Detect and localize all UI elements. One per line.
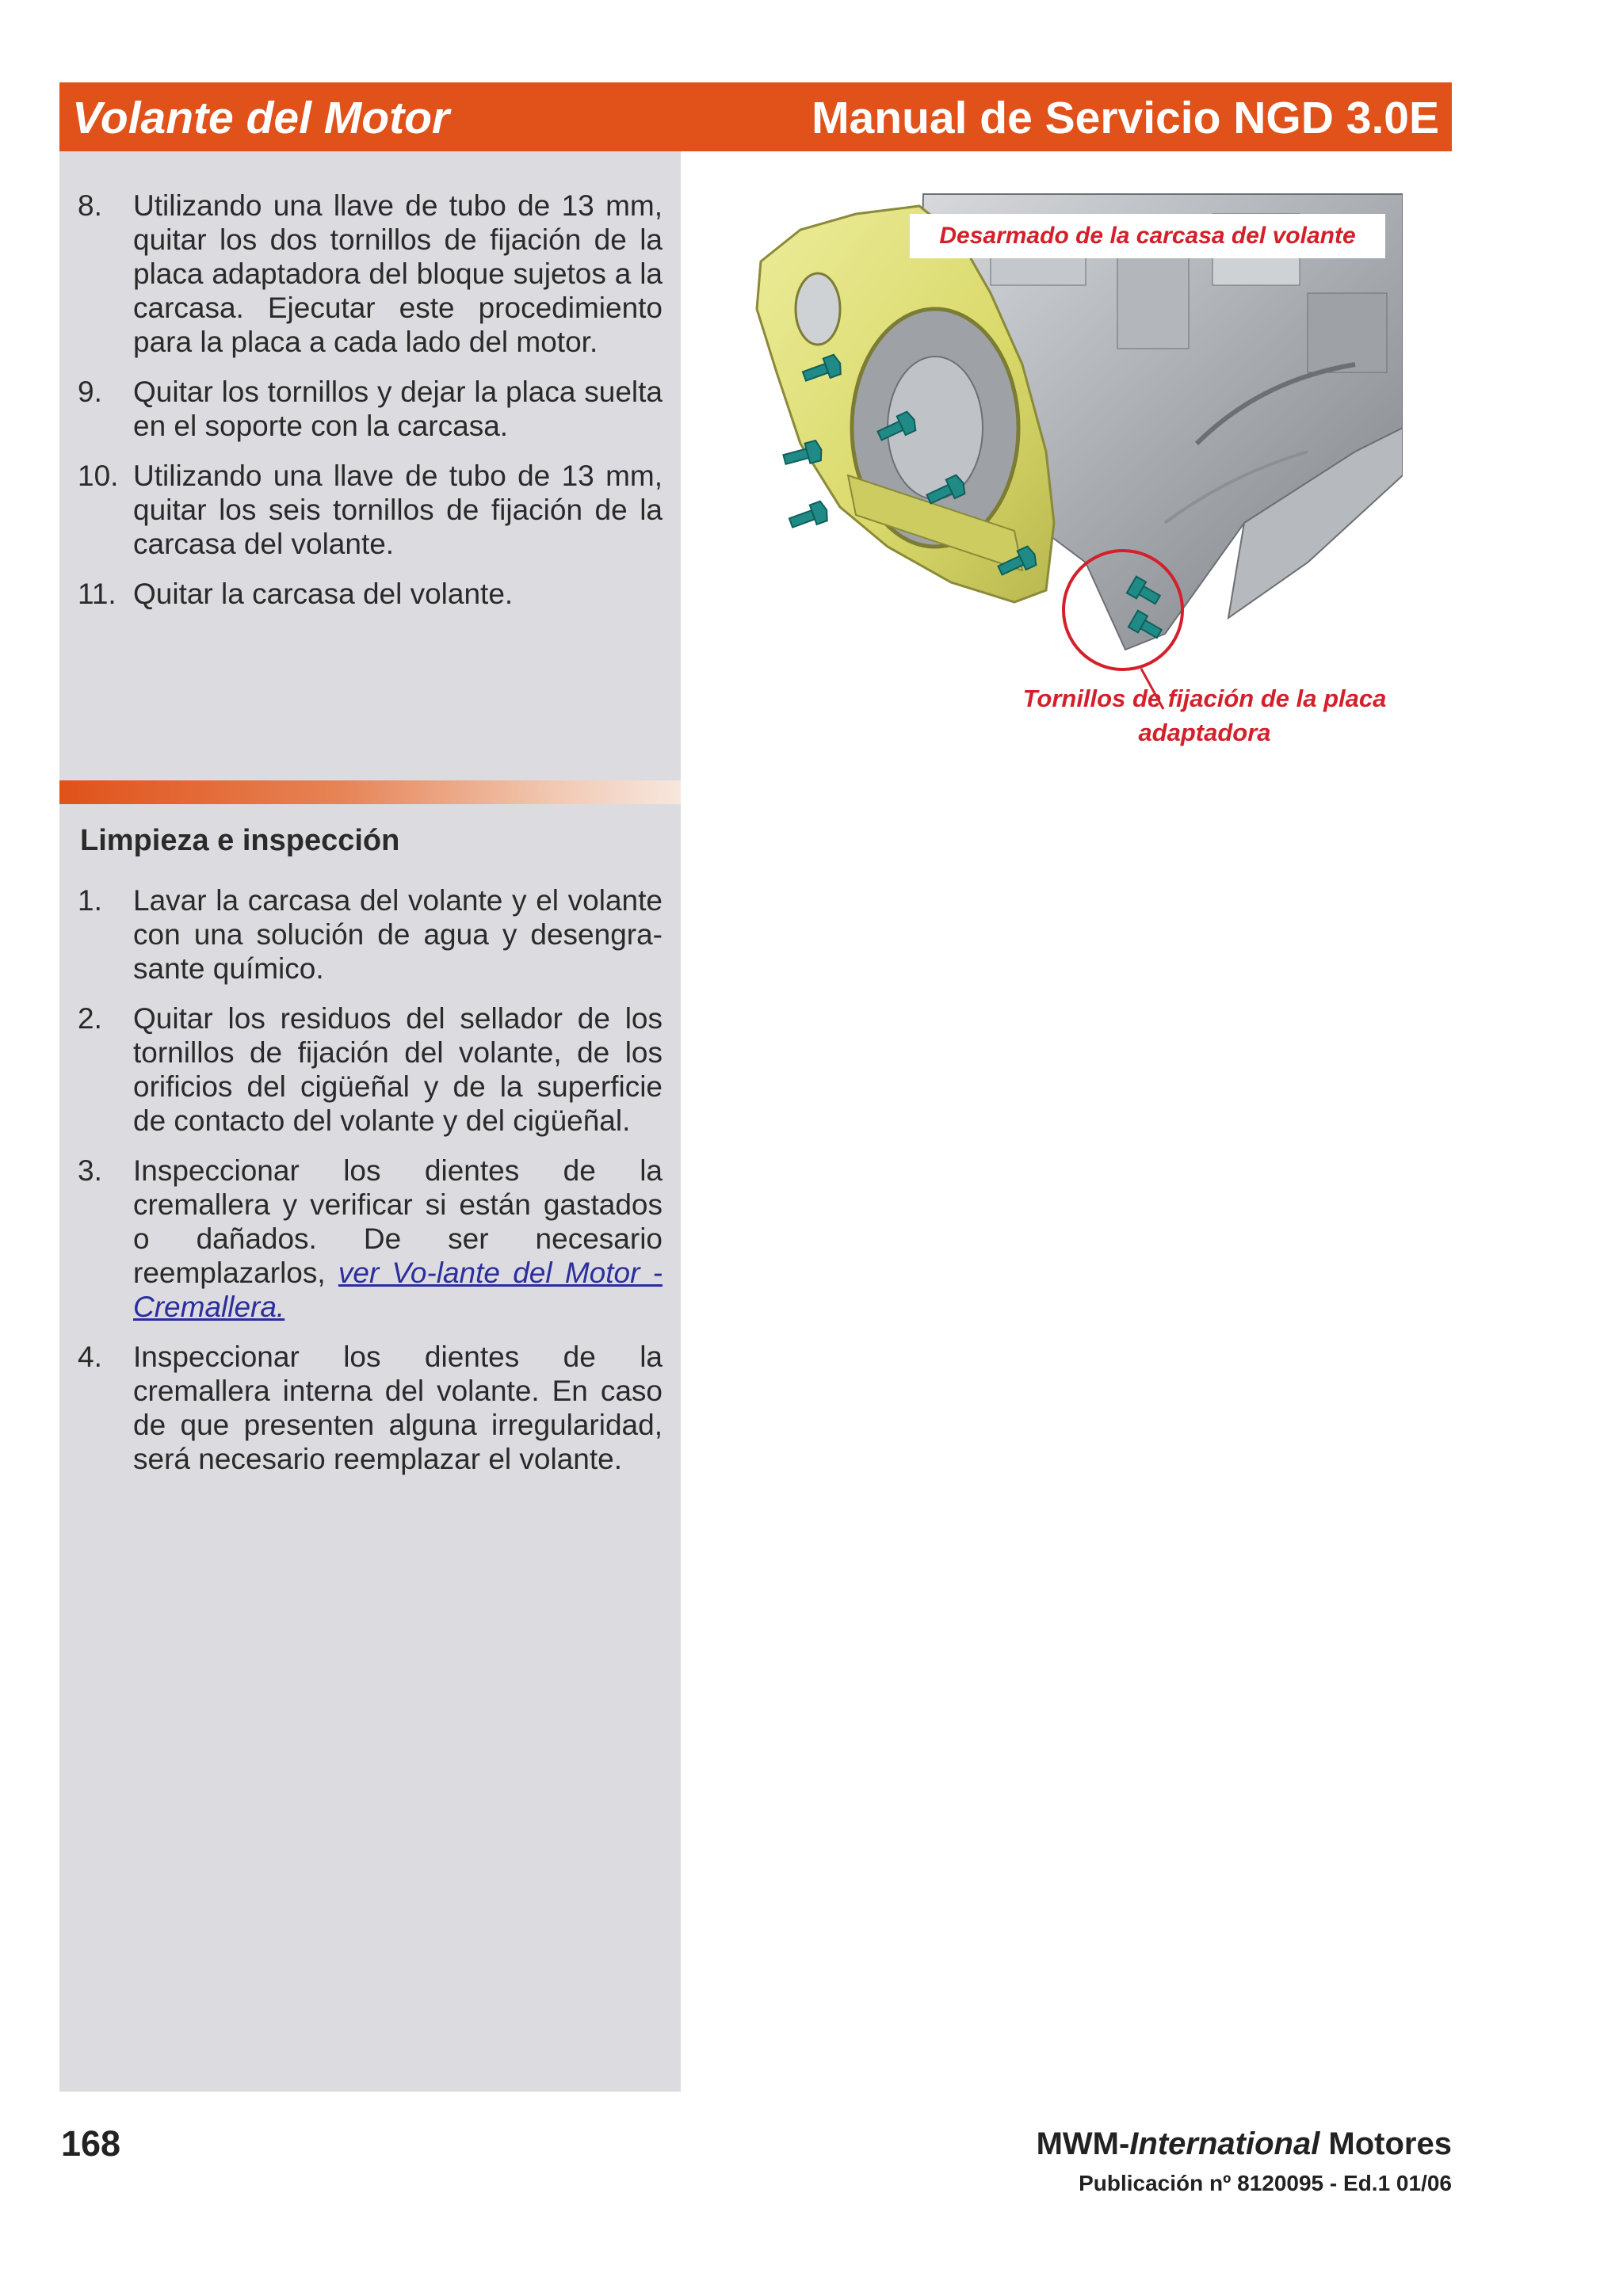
list-item: 11. Quitar la carcasa del volante. bbox=[78, 578, 514, 610]
step-text: Inspeccionar los dientes de la cremallera interna del volante. En caso de que presenten alguna irregularidad, será necesario reemplazar el volante. bbox=[133, 1341, 663, 1475]
figure-title: Desarmado de la carcasa del volante bbox=[910, 214, 1385, 258]
inspection-steps-list bbox=[78, 883, 663, 1492]
section-heading: Limpieza e inspección bbox=[80, 824, 400, 857]
page-number: 168 bbox=[61, 2123, 121, 2164]
list-item: 9. Quitar los tornillos y dejar la placa suelta en el soporte con la carcasa. bbox=[78, 376, 663, 442]
flywheel-housing-illustration bbox=[753, 190, 1403, 761]
figure-caption: Tornillos de fijación de la placa adaptadora bbox=[1022, 685, 1387, 746]
publication-info: Publicación nº 8120095 - Ed.1 01/06 bbox=[1079, 2171, 1452, 2195]
step-text: Utilizando una llave de tubo de 13 mm, quitar los dos tornillos de fijación de la placa adaptadora del bloque sujetos a la carcasa. Ejecutar este procedimiento para la placa a cada lado del motor. bbox=[133, 189, 663, 358]
step-text: Quitar los tornillos y dejar la placa suelta en el soporte con la carcasa. bbox=[133, 376, 663, 442]
list-item: 10. Utilizando una llave de tubo de 13 mm, quitar los seis tornillos de fijación de la carcasa del volante. bbox=[78, 460, 663, 560]
list-item: 8. Utilizando una llave de tubo de 13 mm, quitar los dos tornillos de fijación de la placa adaptadora del bloque sujetos a la carcasa. Ejecutar este procedimiento para la placa a cada lado del motor. bbox=[78, 189, 663, 358]
section-divider bbox=[59, 780, 681, 804]
page-header bbox=[59, 82, 1452, 151]
removal-steps-list bbox=[78, 189, 663, 627]
footer-brand: MWM-International Motores bbox=[1036, 2126, 1452, 2161]
step-text: Quitar los residuos del sellador de los tornillos de fijación del volante, de los orificios del cigüeñal y de la superficie de contacto del volante y del cigüeñal. bbox=[133, 1002, 663, 1137]
list-item: 4. Inspeccionar los dientes de la cremallera interna del volante. En caso de que presenten alguna irregularidad, será necesario reemplazar el volante. bbox=[78, 1341, 663, 1475]
step-text: Utilizando una llave de tubo de 13 mm, quitar los seis tornillos de fijación de la carcasa del volante. bbox=[133, 460, 663, 560]
list-item: 2. Quitar los residuos del sellador de los tornillos de fijación del volante, de los orificios del cigüeñal y de la superficie de contacto del volante y del cigüeñal. bbox=[78, 1002, 663, 1137]
section-title-header: Volante del Motor bbox=[72, 93, 450, 143]
list-item: 3. Inspeccionar los dientes de la cremallera y verificar si están gastados o dañados. De ser necesario reemplazarlos, ver Vo-lante del Motor - Cremallera. bbox=[78, 1154, 663, 1323]
list-item: 1. Lavar la carcasa del volante y el volante con una solución de agua y desengra-sante químico. bbox=[78, 884, 663, 985]
cross-reference-link[interactable]: ver Vo-lante del Motor - Cremallera. bbox=[133, 1257, 663, 1323]
step-text: Lavar la carcasa del volante y el volante con una solución de agua y desengra-sante químico. bbox=[133, 884, 663, 985]
step-text: Quitar la carcasa del volante. bbox=[133, 578, 514, 610]
manual-title: Manual de Servicio NGD 3.0E bbox=[812, 93, 1439, 143]
step-text: Inspeccionar los dientes de la cremallera y verificar si están gastados o dañados. De ser necesario reemplazarlos, bbox=[133, 1154, 663, 1289]
